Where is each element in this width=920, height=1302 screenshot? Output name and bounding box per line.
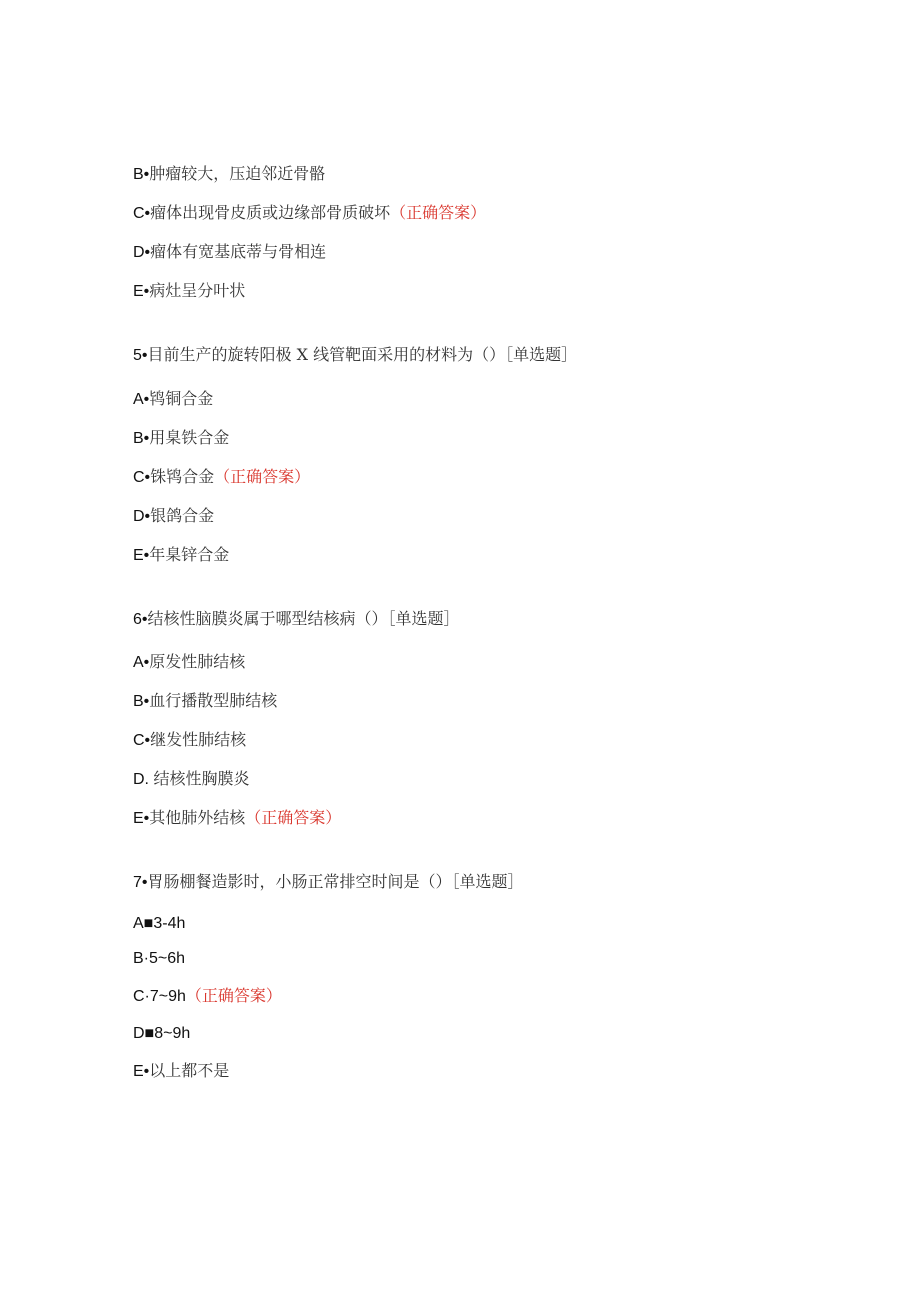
- option-text: 银鸽合金: [150, 506, 215, 525]
- correct-answer-marker: （正确答案）: [390, 203, 487, 222]
- correct-answer-marker: （正确答案）: [214, 467, 311, 486]
- question-number: 7•: [133, 874, 148, 891]
- question-number: 6•: [133, 611, 148, 628]
- option-e-line: [133, 807, 341, 830]
- option-label: E•: [133, 283, 150, 300]
- option-label: A•: [133, 654, 150, 671]
- option-label: E•: [133, 547, 150, 564]
- question-7: [133, 871, 524, 894]
- option-text: 年臬锌合金: [149, 545, 230, 564]
- option-text: 肿瘤较大，压迫邻近骨骼: [149, 164, 326, 183]
- option-text: 血行播散型肺结核: [149, 691, 278, 710]
- correct-answer-marker: （正确答案）: [245, 808, 342, 827]
- option-label: D■8~9h: [133, 1025, 191, 1042]
- question-5: [133, 344, 577, 367]
- option-text: 铢鸨合金: [150, 467, 215, 486]
- option-label: C•: [133, 205, 151, 222]
- option-a-line: [133, 651, 245, 674]
- option-e-line: [133, 1060, 229, 1083]
- question-text: 结核性脑膜炎属于哪型结核病（）［单选题］: [147, 609, 460, 628]
- option-label: B•: [133, 430, 150, 447]
- option-label: E•: [133, 1063, 150, 1080]
- option-d-line: [133, 241, 326, 264]
- option-label: C•: [133, 732, 151, 749]
- option-text: 原发性肺结核: [149, 652, 246, 671]
- option-text: 用臬铁合金: [149, 428, 230, 447]
- option-label: D•: [133, 244, 151, 261]
- question-text: 目前生产的旋转阳极 X 线管靶面采用的材料为（）［单选题］: [147, 345, 578, 364]
- option-text: 结核性胸膜炎: [153, 769, 250, 788]
- option-label: B•: [133, 693, 150, 710]
- option-label: E•: [133, 810, 150, 827]
- option-label: D•: [133, 508, 151, 525]
- option-d-line: [133, 1022, 190, 1045]
- option-label: A•: [133, 391, 150, 408]
- option-label: D.: [133, 771, 154, 788]
- option-label: A■3-4h: [133, 915, 186, 932]
- option-e-line: [133, 280, 245, 303]
- option-label: C•: [133, 469, 151, 486]
- option-a-line: [133, 388, 213, 411]
- question-6: [133, 608, 460, 631]
- option-label: B·5~6h: [133, 950, 186, 967]
- option-d-line: [133, 768, 249, 791]
- option-a-line: [133, 912, 185, 935]
- option-b-line: [133, 427, 229, 450]
- option-text: 其他肺外结核: [149, 808, 246, 827]
- option-text: 瘤体出现骨皮质或边缘部骨质破坏: [150, 203, 391, 222]
- option-c-line: [133, 985, 282, 1008]
- option-text: 瘤体有宽基底蒂与骨相连: [150, 242, 327, 261]
- option-b-line: [133, 690, 277, 713]
- option-c-line: [133, 729, 246, 752]
- option-text: 鸨铜合金: [149, 389, 214, 408]
- option-d-line: [133, 505, 214, 528]
- option-label: B•: [133, 166, 150, 183]
- option-text: 继发性肺结核: [150, 730, 247, 749]
- correct-answer-marker: （正确答案）: [185, 986, 282, 1005]
- question-number: 5•: [133, 347, 148, 364]
- option-label: C·7~9h: [133, 988, 186, 1005]
- option-b-line: [133, 163, 325, 186]
- option-text: 以上都不是: [149, 1061, 230, 1080]
- option-e-line: [133, 544, 229, 567]
- option-c-line: [133, 202, 486, 225]
- option-b-line: [133, 947, 185, 970]
- option-c-line: [133, 466, 310, 489]
- question-text: 胃肠棚餐造影时，小肠正常排空时间是（）［单选题］: [147, 872, 524, 891]
- option-text: 病灶呈分叶状: [149, 281, 246, 300]
